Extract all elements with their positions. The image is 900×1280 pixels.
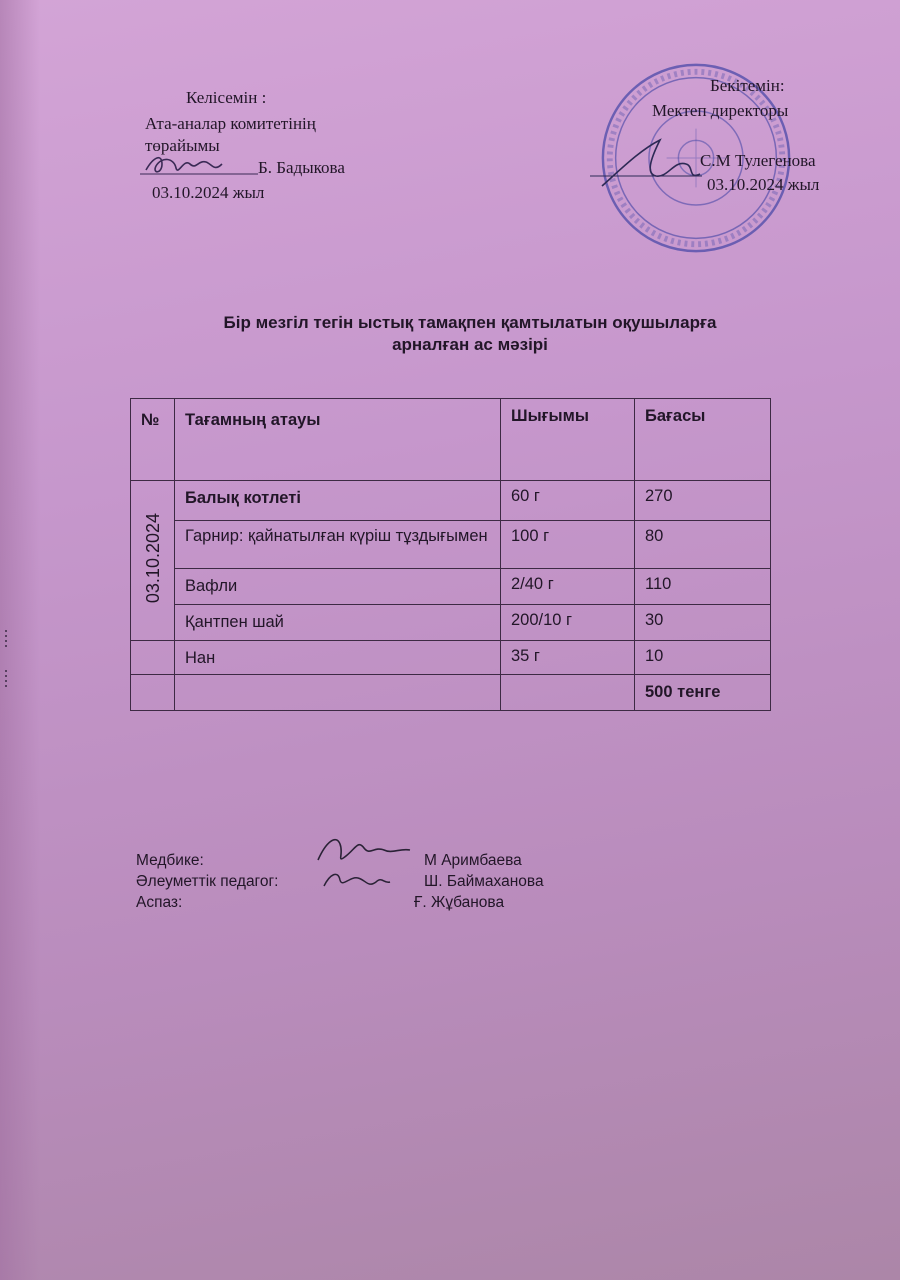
- document-title: [150, 312, 790, 356]
- table-header-row: [131, 399, 771, 481]
- date-cell: [131, 481, 175, 641]
- menu-table: [130, 398, 771, 711]
- dish-name: Нан: [175, 641, 501, 675]
- agreement-name: Б. Бадыкова: [258, 158, 345, 177]
- agreement-date: 03.10.2024 жыл: [152, 183, 265, 202]
- dish-yield: 60 г: [501, 481, 635, 521]
- staff-name-nurse: М Аримбаева: [424, 852, 522, 869]
- dish-name: Вафли: [175, 569, 501, 605]
- dish-yield: 35 г: [501, 641, 635, 675]
- header-price: Бағасы: [635, 399, 771, 481]
- staff-role-nurse: Медбике:: [136, 852, 204, 869]
- dish-name: Гарнир: қайнатылған күріш тұздығымен: [175, 521, 501, 569]
- dish-name: Балық котлеті: [175, 481, 501, 521]
- dish-yield: 2/40 г: [501, 569, 635, 605]
- empty-cell: [501, 675, 635, 711]
- total-price: 500 тенге: [635, 675, 771, 711]
- staff-signatures: [310, 826, 420, 898]
- approval-heading: Бекітемін:: [710, 76, 785, 95]
- dish-name: Қантпен шай: [175, 605, 501, 641]
- agreement-signature: [140, 144, 260, 184]
- header-dish-name: Тағамның атауы: [175, 399, 501, 481]
- dish-price: 10: [635, 641, 771, 675]
- menu-date: 03.10.2024: [142, 512, 163, 604]
- dish-price: 30: [635, 605, 771, 641]
- table-row: [131, 481, 771, 521]
- dish-yield: 100 г: [501, 521, 635, 569]
- table-row: [131, 569, 771, 605]
- margin-marks: [4, 630, 8, 690]
- approval-date: 03.10.2024 жыл: [707, 175, 820, 194]
- empty-cell: [131, 641, 175, 675]
- approval-name: С.М Тулегенова: [700, 151, 816, 170]
- dish-price: 80: [635, 521, 771, 569]
- dish-price: 110: [635, 569, 771, 605]
- staff-role-cook: Аспаз:: [136, 894, 183, 911]
- title-line2: арналған ас мәзірі: [392, 335, 548, 354]
- agreement-heading: Келісемін :: [186, 88, 267, 107]
- header-yield: Шығымы: [501, 399, 635, 481]
- table-row: [131, 641, 771, 675]
- staff-role-social-pedagogue: Әлеуметтік педагог:: [136, 873, 279, 890]
- approval-role: Мектеп директоры: [652, 101, 789, 120]
- table-total-row: [131, 675, 771, 711]
- empty-cell: [175, 675, 501, 711]
- dish-price: 270: [635, 481, 771, 521]
- table-row: [131, 605, 771, 641]
- title-line1: Бір мезгіл тегін ыстық тамақпен қамтылатын оқушыларға: [223, 313, 717, 332]
- staff-name-social-pedagogue: Ш. Баймаханова: [424, 873, 544, 890]
- agreement-role-line1: Ата-аналар комитетінің: [145, 114, 316, 133]
- staff-name-cook: Ғ. Жұбанова: [414, 894, 505, 911]
- table-row: [131, 521, 771, 569]
- agreement-role-line2: төрайымы: [145, 136, 220, 155]
- empty-cell: [131, 675, 175, 711]
- dish-yield: 200/10 г: [501, 605, 635, 641]
- header-number: №: [131, 399, 175, 481]
- approval-signature: [590, 130, 710, 200]
